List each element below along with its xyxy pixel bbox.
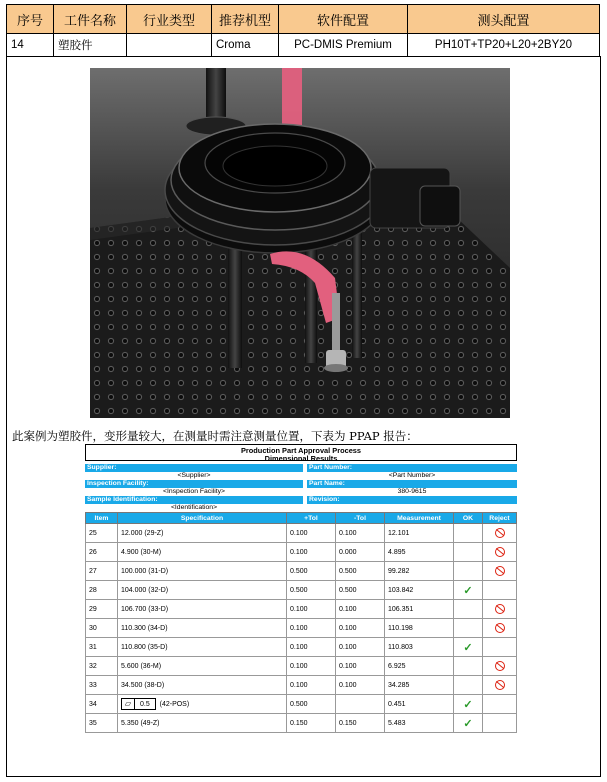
item-cell: 35 <box>86 714 118 733</box>
measurement-cell: 34.285 <box>385 676 454 695</box>
table-row <box>86 600 517 619</box>
plus-tol-cell: 0.100 <box>287 638 336 657</box>
table-row <box>86 714 517 733</box>
report-title <box>85 444 517 461</box>
ok-cell <box>454 543 483 562</box>
measurement-cell: 110.803 <box>385 638 454 657</box>
measurement-cell: 4.895 <box>385 543 454 562</box>
industry-value <box>127 34 212 57</box>
item-cell: 31 <box>86 638 118 657</box>
ok-cell <box>454 714 483 733</box>
value-row <box>7 34 600 57</box>
col-software: 软件配置 <box>279 5 408 34</box>
part-name-value: 380-9615 <box>307 488 517 496</box>
measurement-cell: 106.351 <box>385 600 454 619</box>
plus-tol-cell: 0.500 <box>287 581 336 600</box>
sample-id-value: <Identification> <box>85 504 303 512</box>
measurement-cell: 110.198 <box>385 619 454 638</box>
spec-cell: 12.000 (29-Z) <box>118 524 287 543</box>
probe-value: PH10T+TP20+L20+2BY20 <box>408 34 600 57</box>
part-name-label: Part Name: <box>307 480 517 488</box>
spec-cell: 100.000 (31-D) <box>118 562 287 581</box>
results-header-row <box>86 513 517 524</box>
supplier-value: <Supplier> <box>85 472 303 480</box>
results-body <box>86 524 517 733</box>
plus-tol-cell: 0.100 <box>287 676 336 695</box>
ok-cell <box>454 619 483 638</box>
ok-cell <box>454 600 483 619</box>
case-header-table <box>6 4 600 57</box>
minus-tol-cell: 0.100 <box>336 676 385 695</box>
minus-tol-cell: 0.100 <box>336 524 385 543</box>
col-probe: 测头配置 <box>408 5 600 34</box>
feature-control-frame <box>121 698 156 710</box>
spec-cell: 34.500 (38-D) <box>118 676 287 695</box>
spec-cell: 110.300 (34-D) <box>118 619 287 638</box>
minus-tol-cell: 0.100 <box>336 619 385 638</box>
flatness-tolerance: 0.5 <box>140 700 150 708</box>
report-info <box>85 461 517 512</box>
reject-cell <box>483 695 517 714</box>
case-caption: 此案例为塑胶件，变形量较大，在测量时需注意测量位置，下表为 PPAP 报告： <box>12 429 418 443</box>
prohibited-icon <box>495 661 505 671</box>
spec-cell <box>118 695 287 714</box>
sample-id-label: Sample Identification: <box>85 496 303 504</box>
check-icon: ✓ <box>463 717 473 730</box>
item-cell: 34 <box>86 695 118 714</box>
item-cell: 27 <box>86 562 118 581</box>
flatness-symbol-icon: ▱ <box>122 699 135 709</box>
spec-text: (42-POS) <box>159 700 190 708</box>
reject-cell <box>483 619 517 638</box>
col-minus-tol: -Tol <box>336 513 385 524</box>
machine-value: Croma <box>212 34 279 57</box>
prohibited-icon <box>495 680 505 690</box>
report-title-line2: Dimensional Results <box>264 454 338 463</box>
reject-cell <box>483 676 517 695</box>
part-photo-illustration <box>90 68 510 418</box>
item-cell: 32 <box>86 657 118 676</box>
item-cell: 28 <box>86 581 118 600</box>
col-part-name: 工件名称 <box>54 5 127 34</box>
spec-cell: 104.000 (32-D) <box>118 581 287 600</box>
table-row <box>86 695 517 714</box>
plus-tol-cell: 0.500 <box>287 695 336 714</box>
table-row <box>86 676 517 695</box>
part-number-value: <Part Number> <box>307 472 517 480</box>
table-row <box>86 657 517 676</box>
ok-cell <box>454 676 483 695</box>
report-title-line1: Production Part Approval Process <box>240 446 362 455</box>
part-photo <box>90 68 510 418</box>
col-reject: Reject <box>483 513 517 524</box>
prohibited-icon <box>495 547 505 557</box>
minus-tol-cell: 0.000 <box>336 543 385 562</box>
plus-tol-cell: 0.100 <box>287 657 336 676</box>
ok-cell <box>454 657 483 676</box>
part-number-label: Part Number: <box>307 464 517 472</box>
prohibited-icon <box>495 604 505 614</box>
plus-tol-cell: 0.100 <box>287 543 336 562</box>
reject-cell <box>483 657 517 676</box>
dimensional-results-table <box>85 512 517 733</box>
measurement-cell: 12.101 <box>385 524 454 543</box>
plus-tol-cell: 0.500 <box>287 562 336 581</box>
table-row <box>86 619 517 638</box>
table-row <box>86 524 517 543</box>
spec-cell: 110.800 (35-D) <box>118 638 287 657</box>
col-ok: OK <box>454 513 483 524</box>
inspection-facility-value: <Inspection Facility> <box>85 488 303 496</box>
minus-tol-cell: 0.500 <box>336 581 385 600</box>
col-item: Item <box>86 513 118 524</box>
supplier-label: Supplier: <box>85 464 303 472</box>
reject-cell <box>483 543 517 562</box>
minus-tol-cell: 0.100 <box>336 600 385 619</box>
measurement-cell: 0.451 <box>385 695 454 714</box>
minus-tol-cell: 0.150 <box>336 714 385 733</box>
measurement-cell: 5.483 <box>385 714 454 733</box>
ok-cell <box>454 695 483 714</box>
reject-cell <box>483 581 517 600</box>
measurement-cell: 103.842 <box>385 581 454 600</box>
prohibited-icon <box>495 566 505 576</box>
plus-tol-cell: 0.100 <box>287 600 336 619</box>
check-icon: ✓ <box>463 641 473 654</box>
table-row <box>86 543 517 562</box>
prohibited-icon <box>495 623 505 633</box>
software-value: PC-DMIS Premium <box>279 34 408 57</box>
prohibited-icon <box>495 528 505 538</box>
revision-label: Revision: <box>307 496 517 504</box>
spec-cell: 5.600 (36-M) <box>118 657 287 676</box>
minus-tol-cell: 0.500 <box>336 562 385 581</box>
part-name-value: 塑胶件 <box>54 34 127 57</box>
col-measurement: Measurement <box>385 513 454 524</box>
check-icon: ✓ <box>463 698 473 711</box>
table-row <box>86 562 517 581</box>
minus-tol-cell: 0.100 <box>336 638 385 657</box>
ok-cell <box>454 562 483 581</box>
plus-tol-cell: 0.150 <box>287 714 336 733</box>
reject-cell <box>483 600 517 619</box>
measurement-cell: 6.925 <box>385 657 454 676</box>
table-row <box>86 638 517 657</box>
spec-cell: 4.900 (30-M) <box>118 543 287 562</box>
col-machine: 推荐机型 <box>212 5 279 34</box>
header-row <box>7 5 600 34</box>
spec-cell: 106.700 (33-D) <box>118 600 287 619</box>
reject-cell <box>483 524 517 543</box>
spec-cell: 5.350 (49-Z) <box>118 714 287 733</box>
col-serial: 序号 <box>7 5 54 34</box>
serial-value: 14 <box>7 34 54 57</box>
check-icon: ✓ <box>463 584 473 597</box>
table-row <box>86 581 517 600</box>
col-industry: 行业类型 <box>127 5 212 34</box>
item-cell: 25 <box>86 524 118 543</box>
item-cell: 30 <box>86 619 118 638</box>
ppap-report <box>85 444 517 733</box>
ok-cell <box>454 581 483 600</box>
item-cell: 26 <box>86 543 118 562</box>
ok-cell <box>454 524 483 543</box>
plus-tol-cell: 0.100 <box>287 619 336 638</box>
item-cell: 29 <box>86 600 118 619</box>
col-plus-tol: +Tol <box>287 513 336 524</box>
minus-tol-cell <box>336 695 385 714</box>
reject-cell <box>483 562 517 581</box>
reject-cell <box>483 638 517 657</box>
item-cell: 33 <box>86 676 118 695</box>
plus-tol-cell: 0.100 <box>287 524 336 543</box>
measurement-cell: 99.282 <box>385 562 454 581</box>
minus-tol-cell: 0.100 <box>336 657 385 676</box>
revision-value <box>307 504 517 512</box>
reject-cell <box>483 714 517 733</box>
ok-cell <box>454 638 483 657</box>
inspection-facility-label: Inspection Facility: <box>85 480 303 488</box>
col-specification: Specification <box>118 513 287 524</box>
